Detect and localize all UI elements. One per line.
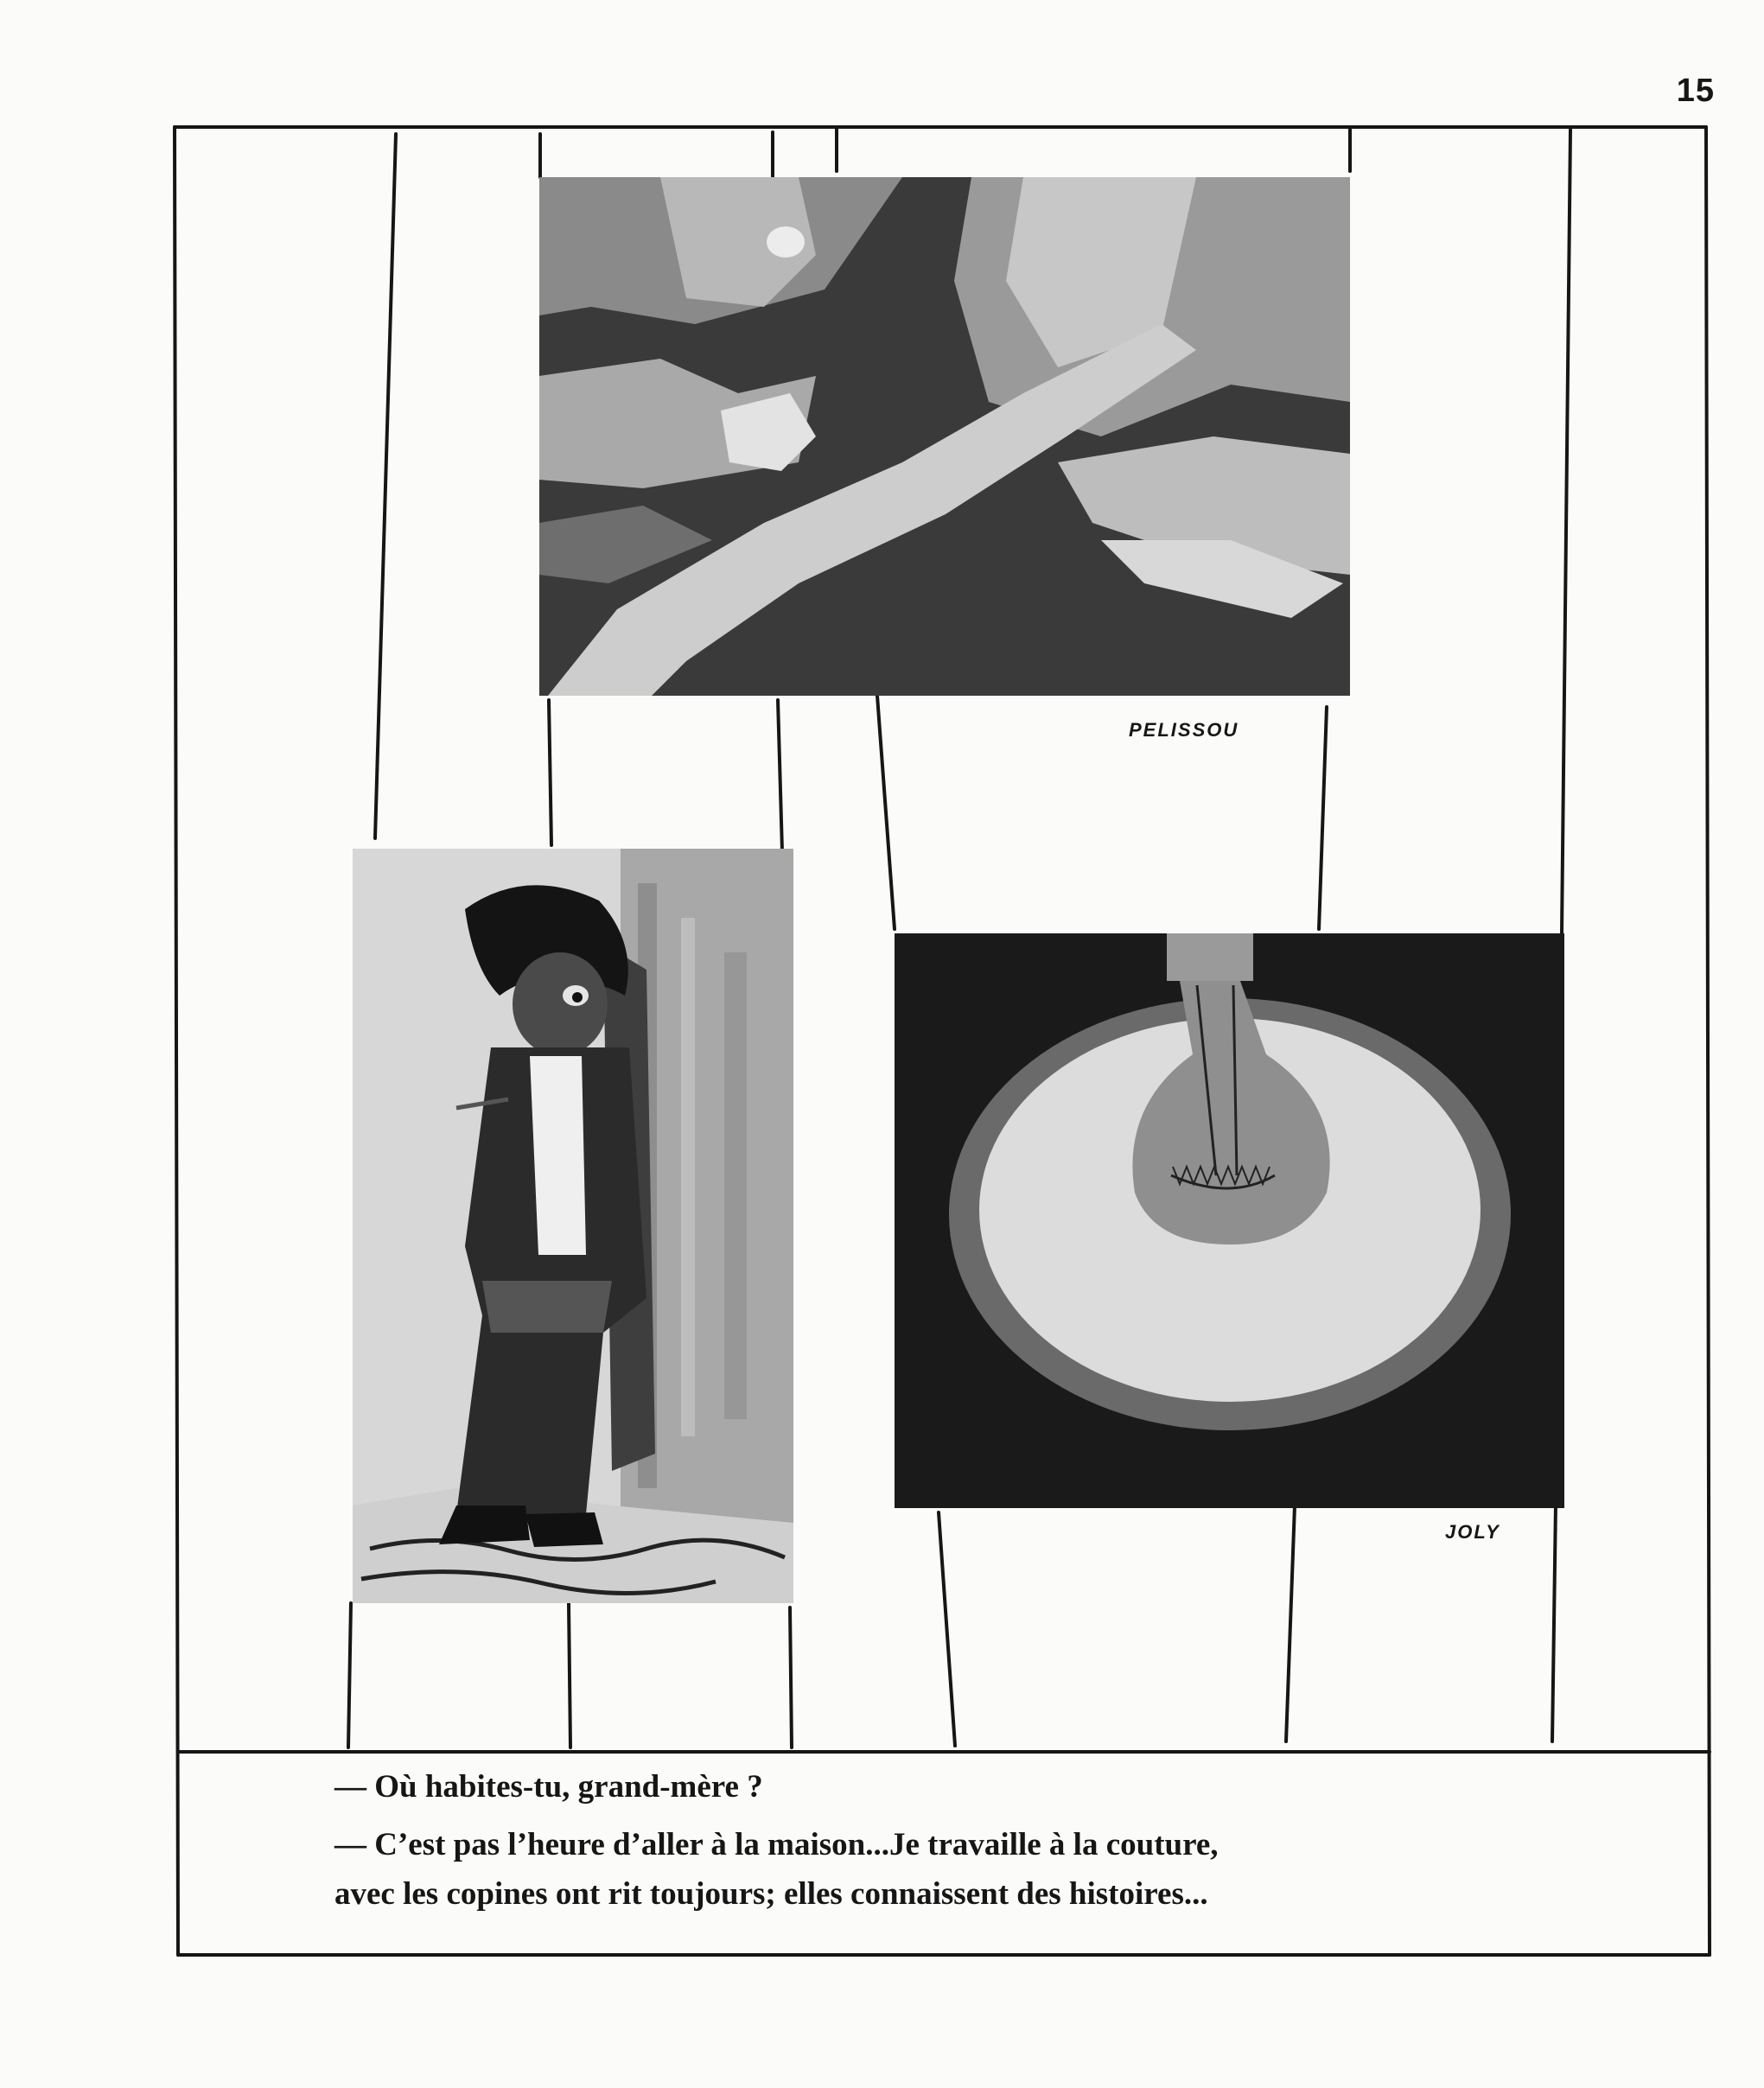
light-bulb-painting (895, 933, 1564, 1508)
page-number: 15 (1676, 73, 1715, 109)
signature-joly: JOLY (1445, 1521, 1500, 1543)
caption-line-1: — Où habites-tu, grand-mère ? (334, 1769, 763, 1805)
caption-box (181, 1753, 1703, 1951)
boy-against-wall-painting (353, 849, 793, 1603)
caption-line-3: avec les copines ont rit toujours; elles connaissent des histoires... (334, 1876, 1208, 1912)
signature-pelissou: PELISSOU (1129, 719, 1239, 741)
caption-line-2: — C’est pas l’heure d’aller à la maison...Je travaille à la couture, (334, 1827, 1219, 1862)
abstract-landscape-painting (539, 177, 1350, 696)
